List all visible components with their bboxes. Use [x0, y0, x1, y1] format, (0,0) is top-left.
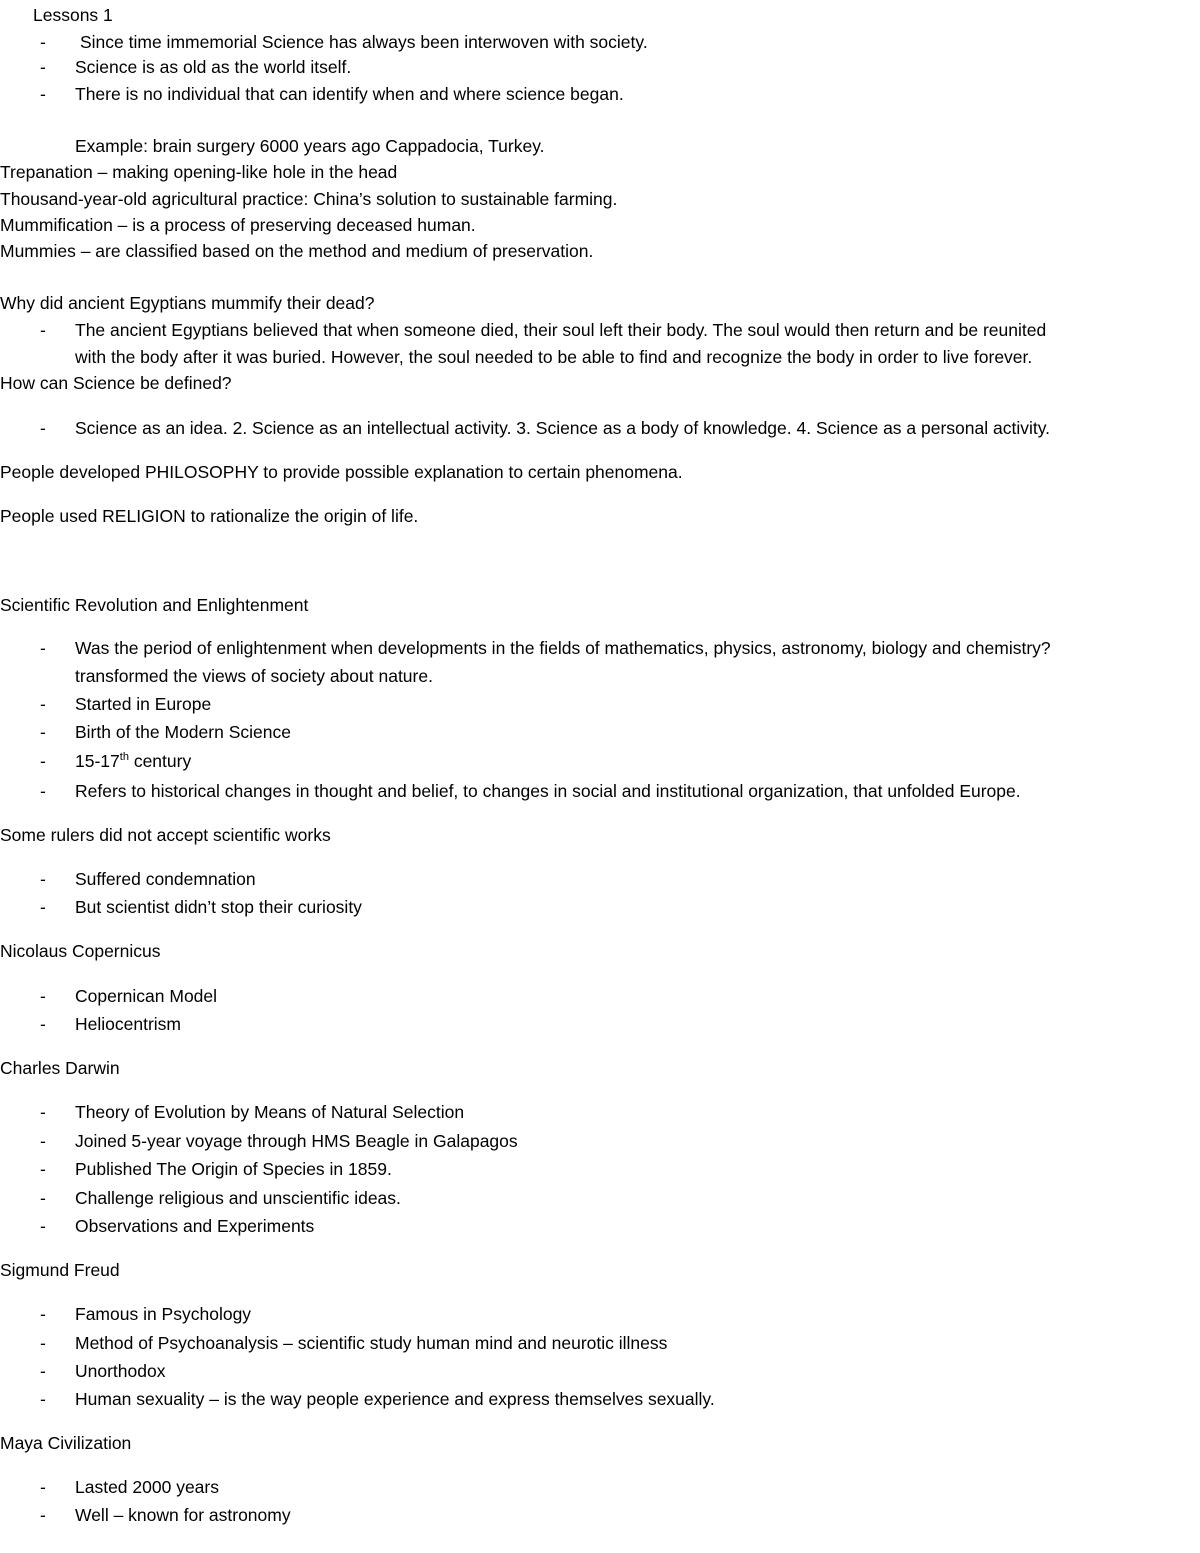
- century-superscript: th: [119, 751, 129, 764]
- bullet-marker: -: [40, 1389, 46, 1409]
- list-item: Suffered condemnation: [75, 869, 256, 889]
- bullet-marker: -: [40, 1131, 46, 1151]
- lesson-title: Lessons 1: [33, 5, 113, 25]
- list-item: [75, 748, 191, 774]
- bullet-marker: -: [40, 1216, 46, 1236]
- list-item: Was the period of enlightenment when developments in the fields of mathematics, physics, astronomy, biology and chemistry?: [75, 638, 1051, 658]
- list-item: Birth of the Modern Science: [75, 722, 291, 742]
- list-item: Published The Origin of Species in 1859.: [75, 1159, 392, 1179]
- list-item: Famous in Psychology: [75, 1304, 252, 1324]
- definition-line: Mummies – are classified based on the method and medium of preservation.: [0, 241, 594, 261]
- darwin-heading: Charles Darwin: [0, 1058, 120, 1078]
- bullet-marker: -: [40, 1505, 46, 1525]
- bullet-marker: -: [40, 1477, 46, 1497]
- list-item: Human sexuality – is the way people experience and express themselves sexually.: [75, 1389, 715, 1409]
- bullet-marker: -: [40, 1159, 46, 1179]
- list-item: Method of Psychoanalysis – scientific study human mind and neurotic illness: [75, 1333, 668, 1353]
- maya-heading: Maya Civilization: [0, 1433, 132, 1453]
- list-item-continuation: transformed the views of society about nature.: [75, 666, 433, 686]
- bullet-marker: -: [40, 1304, 46, 1324]
- bullet-marker: -: [40, 781, 46, 801]
- bullet-marker: -: [40, 418, 46, 438]
- bullet-marker: -: [40, 1188, 46, 1208]
- freud-heading: Sigmund Freud: [0, 1260, 120, 1280]
- bullet-marker: -: [40, 1333, 46, 1353]
- bullet-marker: -: [40, 320, 46, 340]
- definition-line: Trepanation – making opening-like hole in the head: [0, 162, 398, 182]
- definition-line: Thousand-year-old agricultural practice: China’s solution to sustainable farming.: [0, 189, 618, 209]
- bullet-marker: -: [40, 57, 46, 77]
- list-item: Well – known for astronomy: [75, 1505, 291, 1525]
- list-item: Observations and Experiments: [75, 1216, 315, 1236]
- philosophy-line: People developed PHILOSOPHY to provide possible explanation to certain phenomena.: [0, 462, 683, 482]
- list-item: Since time immemorial Science has always been interwoven with society.: [80, 32, 648, 52]
- list-item: Challenge religious and unscientific ideas.: [75, 1188, 401, 1208]
- definition-line: Mummification – is a process of preserving deceased human.: [0, 215, 476, 235]
- bullet-marker: -: [40, 32, 46, 52]
- example-text: Example: brain surgery 6000 years ago Cappadocia, Turkey.: [75, 136, 545, 156]
- list-item: Science is as old as the world itself.: [75, 57, 352, 77]
- bullet-marker: -: [40, 1014, 46, 1034]
- century-range: 15-17: [75, 751, 120, 771]
- copernicus-heading: Nicolaus Copernicus: [0, 941, 161, 961]
- bullet-marker: -: [40, 869, 46, 889]
- list-item: Heliocentrism: [75, 1014, 181, 1034]
- list-item: Refers to historical changes in thought and belief, to changes in social and institutional organization, that unfolded Europe.: [75, 781, 1021, 801]
- egypt-answer-line2: with the body after it was buried. However, the soul needed to be able to find and recognize the body in order to live forever.: [75, 347, 1033, 367]
- bullet-marker: -: [40, 1102, 46, 1122]
- list-item: Copernican Model: [75, 986, 218, 1006]
- bullet-marker: -: [40, 638, 46, 658]
- bullet-marker: -: [40, 1361, 46, 1381]
- bullet-marker: -: [40, 751, 46, 771]
- egypt-answer-line1: The ancient Egyptians believed that when someone died, their soul left their body. The soul would then return and be reunited: [75, 320, 1047, 340]
- bullet-marker: -: [40, 986, 46, 1006]
- list-item: But scientist didn’t stop their curiosity: [75, 897, 362, 917]
- list-item: Joined 5-year voyage through HMS Beagle in Galapagos: [75, 1131, 518, 1151]
- egypt-question: Why did ancient Egyptians mummify their dead?: [0, 293, 375, 313]
- list-item: Unorthodox: [75, 1361, 166, 1381]
- religion-line: People used RELIGION to rationalize the origin of life.: [0, 506, 419, 526]
- list-item: Lasted 2000 years: [75, 1477, 219, 1497]
- bullet-marker: -: [40, 897, 46, 917]
- bullet-marker: -: [40, 84, 46, 104]
- revolution-heading: Scientific Revolution and Enlightenment: [0, 595, 309, 615]
- rulers-heading: Some rulers did not accept scientific works: [0, 825, 331, 845]
- science-defined-answer: Science as an idea. 2. Science as an intellectual activity. 3. Science as a body of knowledge. 4. Science as a personal activity.: [75, 418, 1051, 438]
- list-item: Theory of Evolution by Means of Natural Selection: [75, 1102, 465, 1122]
- bullet-marker: -: [40, 694, 46, 714]
- list-item: Started in Europe: [75, 694, 212, 714]
- list-item: There is no individual that can identify when and where science began.: [75, 84, 624, 104]
- century-label: century: [128, 751, 192, 771]
- science-defined-question: How can Science be defined?: [0, 373, 232, 393]
- bullet-marker: -: [40, 722, 46, 742]
